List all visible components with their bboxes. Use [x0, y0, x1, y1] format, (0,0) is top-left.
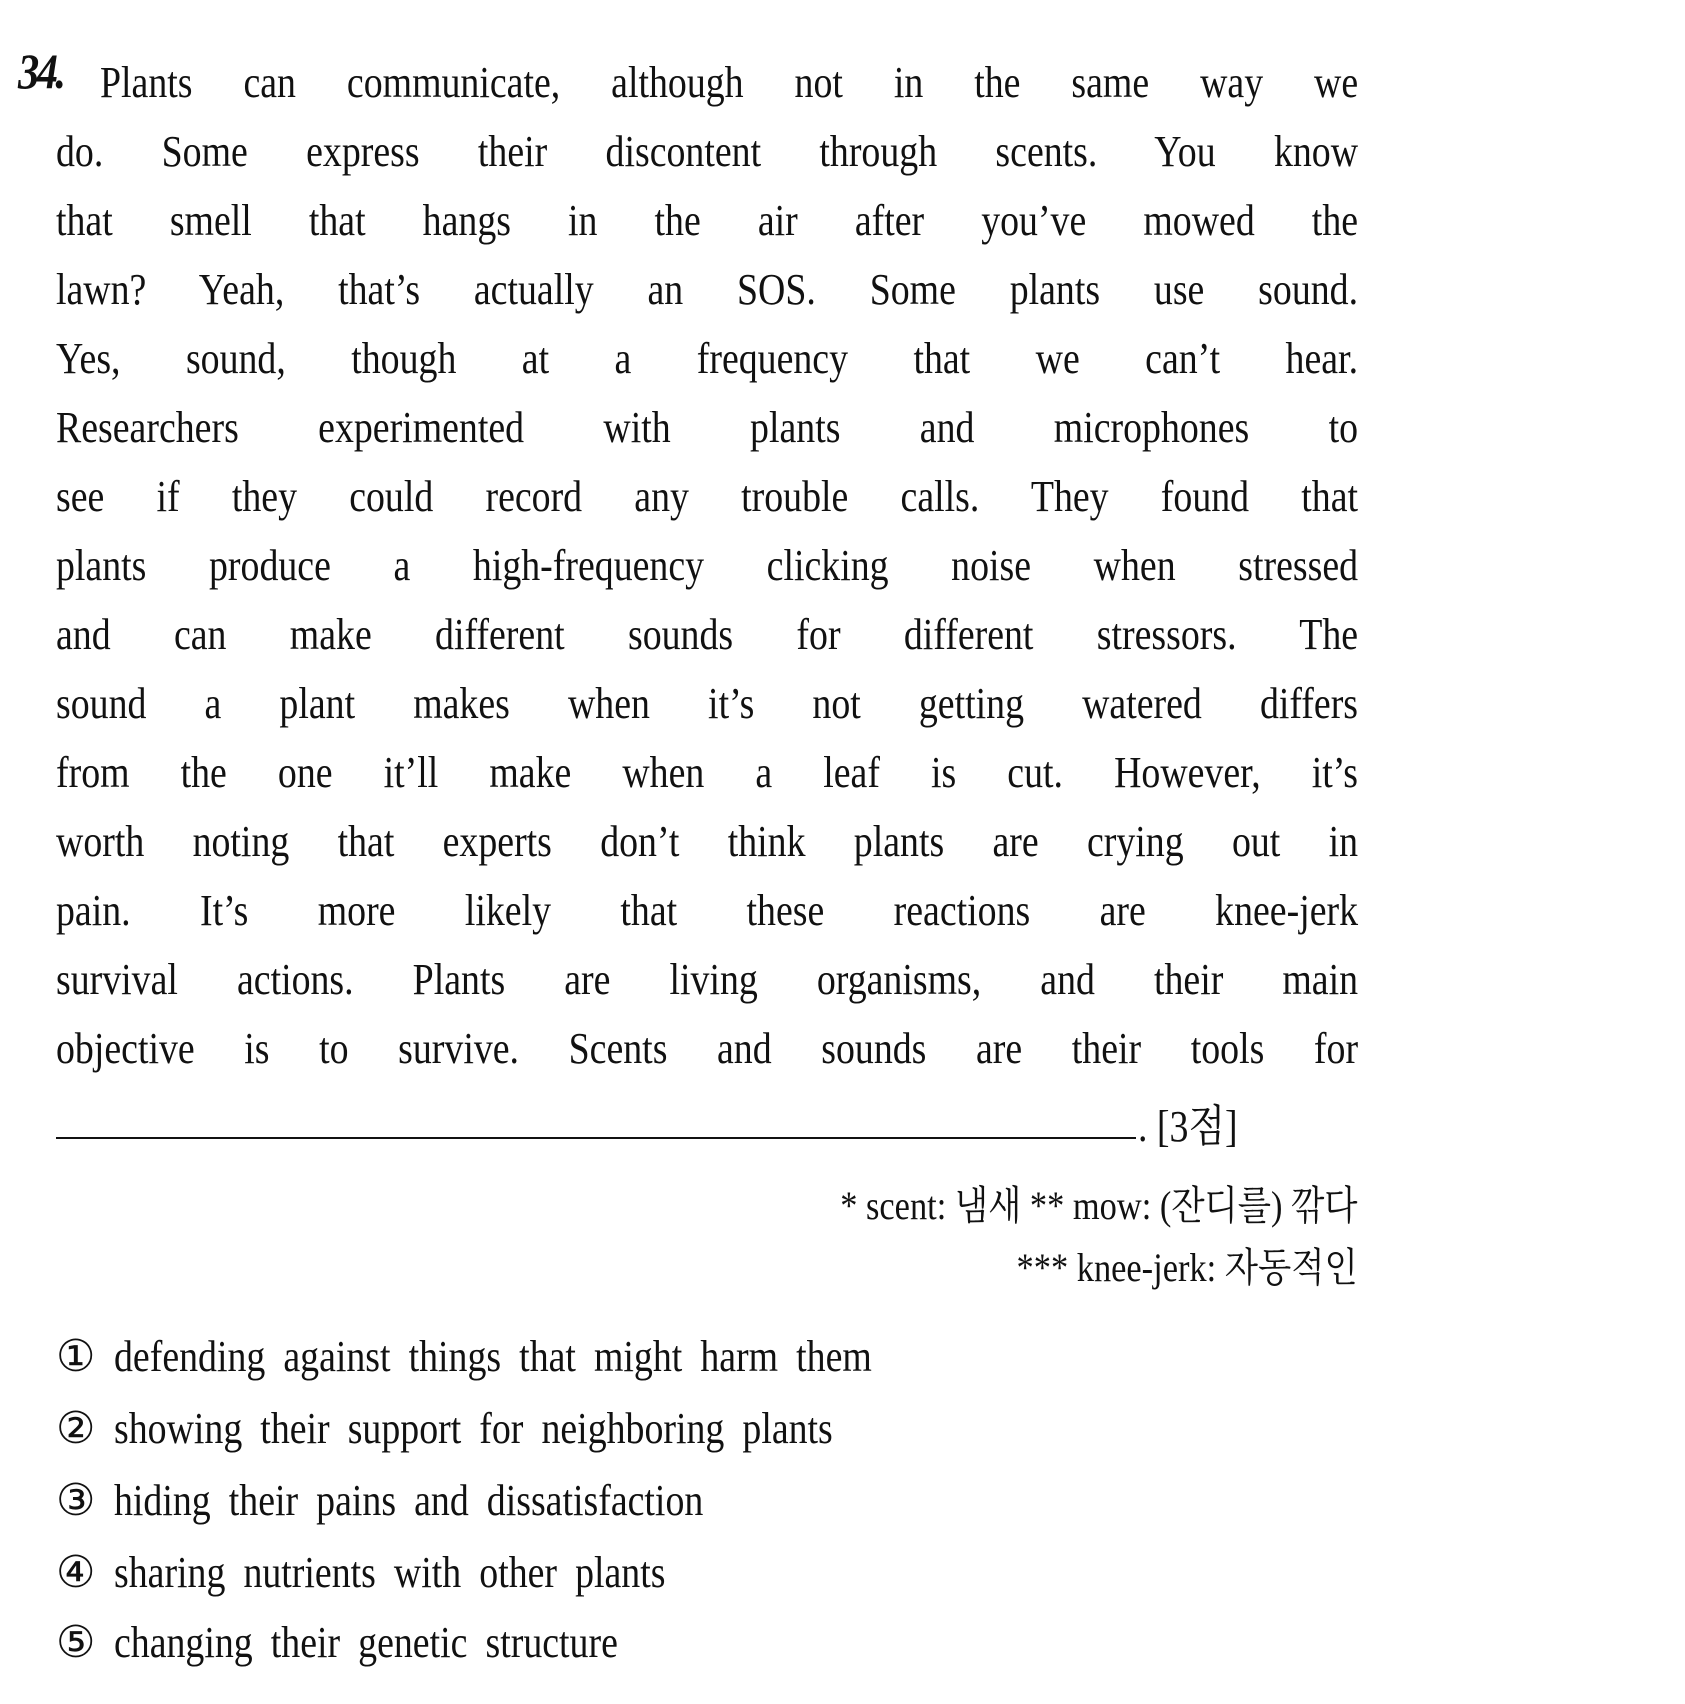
- option-number: ②: [56, 1404, 96, 1453]
- answer-option-2[interactable]: [56, 1398, 950, 1460]
- answer-option-1[interactable]: [56, 1326, 995, 1388]
- option-text: sharing nutrients with other plants: [114, 1548, 666, 1597]
- passage-line: objective is to survive. Scents and sounds are their tools for: [56, 1024, 1359, 1073]
- footnote: *** knee-jerk: 자동적인: [1016, 1245, 1358, 1290]
- answer-blank-row: [56, 1092, 1358, 1161]
- passage-line: and can make different sounds for different stressors. The: [56, 610, 1359, 659]
- passage-line: from the one it’ll make when a leaf is cut. However, it’s: [56, 748, 1359, 797]
- passage-line: lawn? Yeah, that’s actually an SOS. Some plants use sound.: [56, 265, 1359, 314]
- passage-line: survival actions. Plants are living organisms, and their main: [56, 955, 1359, 1004]
- option-text: hiding their pains and dissatisfaction: [114, 1476, 704, 1525]
- option-number: ⑤: [56, 1618, 96, 1667]
- option-text: showing their support for neighboring plants: [114, 1404, 833, 1453]
- option-number: ③: [56, 1476, 96, 1525]
- option-text: changing their genetic structure: [114, 1618, 618, 1667]
- passage-line: worth noting that experts don’t think plants are crying out in: [56, 817, 1359, 866]
- passage-line: Researchers experimented with plants and microphones to: [56, 403, 1359, 452]
- question-number: 34.: [18, 43, 64, 99]
- answer-option-3[interactable]: [56, 1470, 799, 1532]
- option-number: ①: [56, 1332, 96, 1381]
- passage-line: plants produce a high-frequency clicking noise when stressed: [56, 541, 1359, 590]
- passage-line: do. Some express their discontent through scents. You know: [56, 127, 1359, 176]
- passage-line: sound a plant makes when it’s not getting watered differs: [56, 679, 1359, 728]
- passage-line: that smell that hangs in the air after you’ve mowed the: [56, 196, 1359, 245]
- answer-blank: [56, 1137, 1136, 1139]
- option-text: defending against things that might harm them: [114, 1332, 872, 1381]
- passage-line: Plants can communicate, although not in the same way we: [100, 58, 1359, 107]
- answer-option-5[interactable]: [56, 1612, 700, 1674]
- footnote: * scent: 냄새 ** mow: (잔디를) 깎다: [840, 1183, 1358, 1228]
- points-label: . [3점]: [1138, 1102, 1238, 1151]
- passage-line: see if they could record any trouble calls. They found that: [56, 472, 1359, 521]
- passage-line: pain. It’s more likely that these reactions are knee-jerk: [56, 886, 1359, 935]
- option-number: ④: [56, 1548, 96, 1597]
- passage-line: Yes, sound, though at a frequency that we can’t hear.: [56, 334, 1359, 383]
- answer-option-4[interactable]: [56, 1542, 755, 1604]
